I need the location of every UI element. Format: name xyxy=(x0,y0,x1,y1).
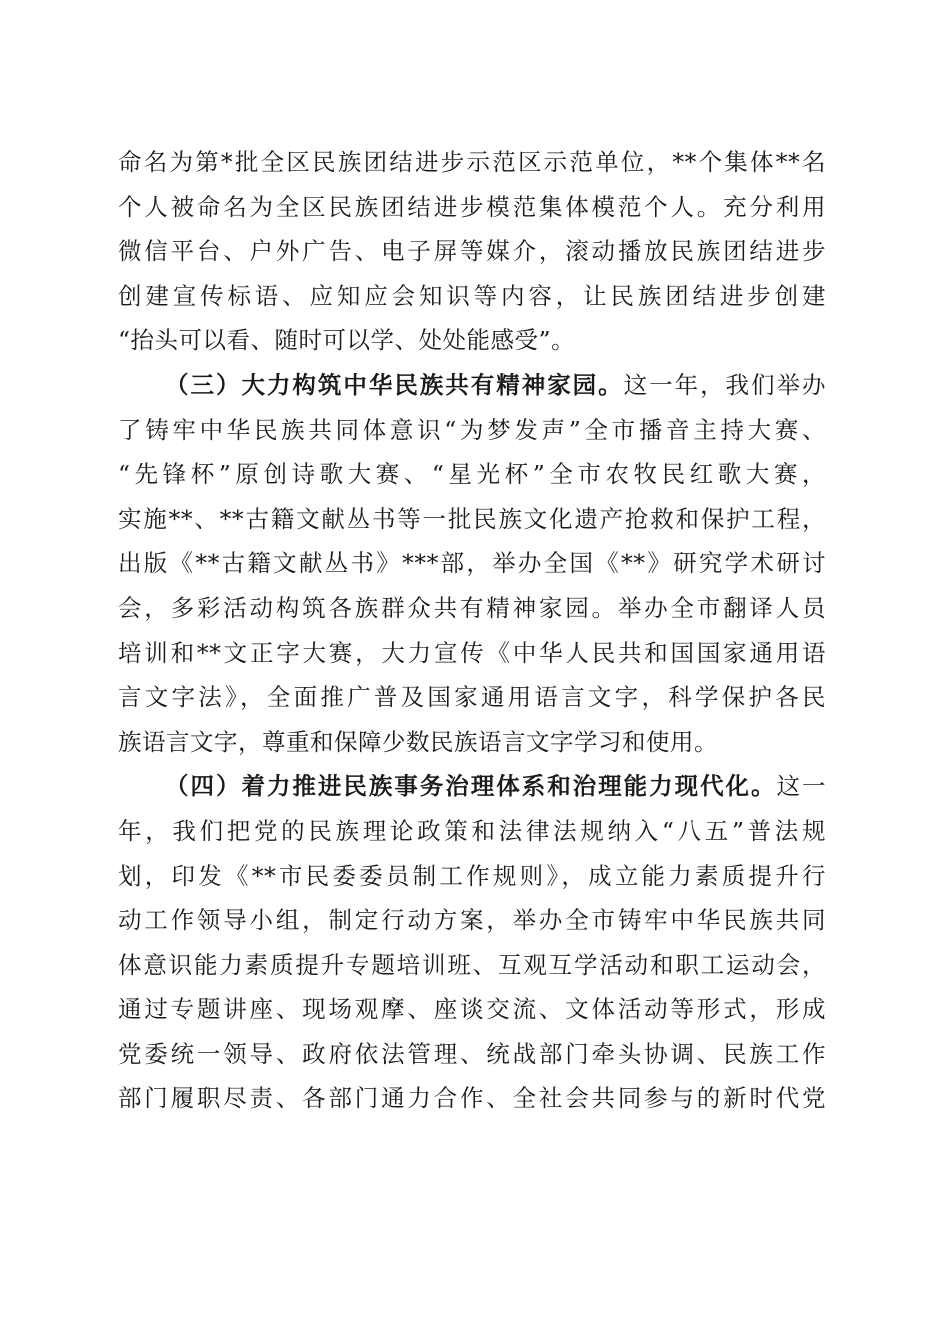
text-line: 会，多彩活动构筑各族群众共有精神家园。举办全市翻译人员 xyxy=(118,593,826,622)
text-line: 族语言文字，尊重和保障少数民族语言文字学习和使用。 xyxy=(118,727,718,756)
text-line: 个人被命名为全区民族团结进步模范集体模范个人。充分利用 xyxy=(118,192,826,221)
text-line: 部门履职尽责、各部门通力合作、全社会共同参与的新时代党 xyxy=(118,1084,826,1113)
text-line: 微信平台、户外广告、电子屏等媒介，滚动播放民族团结进步 xyxy=(118,237,826,266)
text-line: 体意识能力素质提升专题培训班、互观互学活动和职工运动会， xyxy=(118,950,826,979)
text-line: 创建宣传标语、应知应会知识等内容，让民族团结进步创建 xyxy=(118,281,826,310)
heading-line xyxy=(118,363,826,408)
text-line: 实施**、**古籍文献丛书等一批民族文化遗产抢救和保护工程， xyxy=(118,504,826,533)
text-line: 命名为第*批全区民族团结进步示范区示范单位，**个集体**名 xyxy=(118,148,826,176)
section-heading-three: （三）大力构筑中华民族共有精神家园。 xyxy=(165,370,624,399)
text-line: “抬头可以看、随时可以学、处处能感受”。 xyxy=(118,326,576,355)
heading-line xyxy=(118,764,826,809)
text-line: 划，印发《**市民委委员制工作规则》，成立能力素质提升行 xyxy=(118,861,826,890)
text-line: 言文字法》，全面推广普及国家通用语言文字，科学保护各民 xyxy=(118,683,826,712)
heading-line-rest: 这一年，我们举办 xyxy=(623,370,827,399)
heading-line-rest: 这一 xyxy=(776,772,827,801)
text-line: 了铸牢中华民族共同体意识“为梦发声”全市播音主持大赛、 xyxy=(118,415,826,444)
document-body xyxy=(118,140,826,1121)
text-line: 通过专题讲座、现场观摩、座谈交流、文体活动等形式，形成 xyxy=(118,995,826,1024)
section-heading-four: （四）着力推进民族事务治理体系和治理能力现代化。 xyxy=(165,772,777,801)
paragraph-demonstration-units xyxy=(118,140,826,363)
text-line: “先锋杯”原创诗歌大赛、“星光杯”全市农牧民红歌大赛， xyxy=(118,460,826,489)
text-line: 动工作领导小组，制定行动方案，举办全市铸牢中华民族共同 xyxy=(118,906,826,935)
paragraph-spiritual-home xyxy=(118,363,826,764)
paragraph-governance-modernization xyxy=(118,764,826,1121)
text-line: 党委统一领导、政府依法管理、统战部门牵头协调、民族工作 xyxy=(118,1039,826,1068)
text-line: 年，我们把党的民族理论政策和法律法规纳入“八五”普法规 xyxy=(118,816,826,845)
text-line: 培训和**文正字大赛，大力宣传《中华人民共和国国家通用语 xyxy=(118,638,826,667)
text-line: 出版《**古籍文献丛书》***部，举办全国《**》研究学术研讨 xyxy=(118,549,826,578)
